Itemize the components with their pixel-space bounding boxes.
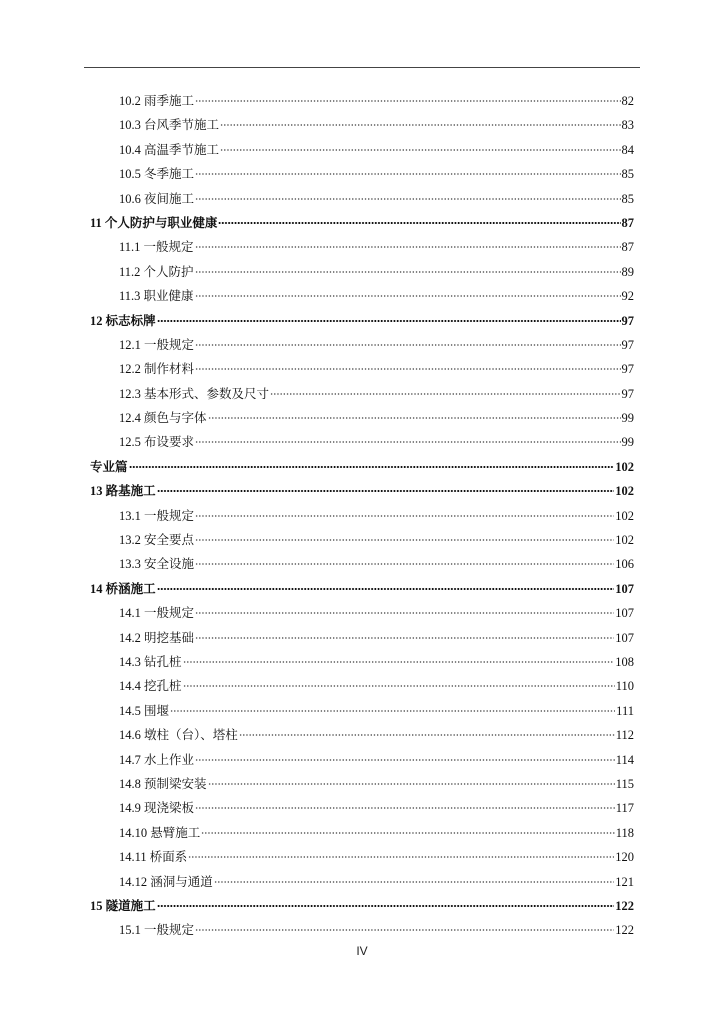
toc-entry-page: 110 [615,679,634,694]
dot-leader [183,685,615,687]
dot-leader [208,783,615,785]
toc-entry-title: 14.12 涵洞与通道 [119,874,213,889]
toc-chapter-entry[interactable] [90,309,634,333]
toc-entry-page: 99 [621,435,634,450]
toc-entry-title: 15.1 一般规定 [119,923,195,938]
toc-entry-title: 11 个人防护与职业健康 [90,215,218,230]
page-number: IV [356,944,368,958]
toc-entry-title: 14.1 一般规定 [119,606,195,621]
toc-entry-page: 102 [615,533,634,548]
dot-leader [195,246,621,248]
toc-entry-title: 11.3 职业健康 [119,289,194,304]
toc-entry-title: 10.3 台风季节施工 [119,118,220,133]
toc-entry-page: 102 [615,484,634,499]
dot-leader [220,149,620,151]
toc-entry-page: 82 [621,94,634,108]
toc-section-entry[interactable] [90,626,634,650]
toc-entry-title: 14.4 挖孔桩 [119,679,182,694]
toc-section-entry[interactable] [90,845,634,869]
toc-entry-title: 15 隧道施工 [90,898,156,913]
toc-entry-page: 106 [615,557,634,572]
toc-entry-page: 85 [621,191,634,206]
dot-leader [157,588,615,590]
toc-section-entry[interactable] [90,187,634,211]
toc-entry-title: 14.7 水上作业 [119,752,195,767]
toc-section-entry[interactable] [90,333,634,357]
toc-section-entry[interactable] [90,870,634,894]
dot-leader [188,856,614,858]
dot-leader [195,515,614,517]
toc-entry-title: 14 桥涵施工 [90,581,156,596]
toc-entry-title: 12.4 颜色与字体 [119,411,207,426]
toc-chapter-entry[interactable] [90,211,634,235]
toc-section-entry[interactable] [90,528,634,552]
dot-leader [157,905,615,907]
dot-leader [195,563,614,565]
toc-entry-title: 专业篇 [90,459,128,474]
dot-leader [195,539,614,541]
toc-entry-title: 14.10 悬臂施工 [119,825,201,840]
toc-chapter-entry[interactable] [90,455,634,479]
dot-leader [195,295,621,297]
toc-entry-title: 14.5 围堰 [119,703,170,718]
dot-leader [195,198,620,200]
toc-section-entry[interactable] [90,723,634,747]
toc-section-entry[interactable] [90,260,634,284]
toc-section-entry[interactable] [90,674,634,698]
toc-entry-title: 11.2 个人防护 [119,264,194,279]
toc-chapter-entry[interactable] [90,479,634,503]
toc-section-entry[interactable] [90,235,634,259]
toc-section-entry[interactable] [90,699,634,723]
toc-entry-title: 12.5 布设要求 [119,435,195,450]
toc-entry-title: 10.4 高温季节施工 [119,142,220,157]
toc-section-entry[interactable] [90,918,634,942]
toc-section-entry[interactable] [90,552,634,576]
dot-leader [195,368,620,370]
toc-entry-page: 92 [621,289,634,304]
dot-leader [129,466,615,468]
dot-leader [170,710,615,712]
toc-entry-title: 10.2 雨季施工 [119,94,195,108]
dot-leader [195,637,614,639]
dot-leader [195,173,620,175]
toc-entry-page: 102 [615,508,634,523]
toc-entry-page: 84 [621,142,634,157]
toc-entry-title: 14.9 现浇梁板 [119,801,195,816]
toc-entry-title: 13.3 安全设施 [119,557,195,572]
dot-leader [220,124,620,126]
toc-entry-page: 107 [615,581,634,596]
toc-section-entry[interactable] [90,284,634,308]
toc-section-entry[interactable] [90,821,634,845]
toc-entry-title: 11.1 一般规定 [119,240,194,255]
toc-entry-title: 14.2 明挖基础 [119,630,195,645]
dot-leader [218,222,620,224]
toc-entry-page: 97 [621,337,634,352]
toc-section-entry[interactable] [90,772,634,796]
toc-entry-title: 14.3 钻孔桩 [119,654,182,669]
toc-section-entry[interactable] [90,357,634,381]
toc-entry-page: 114 [615,752,634,767]
toc-entry-page: 107 [615,630,634,645]
dot-leader [195,441,620,443]
dot-leader [201,832,614,834]
toc-entry-title: 10.5 冬季施工 [119,167,195,182]
dot-leader [195,100,620,102]
toc-chapter-entry[interactable] [90,894,634,918]
toc-chapter-entry[interactable] [90,577,634,601]
toc-entry-page: 87 [621,240,634,255]
toc-section-entry[interactable] [90,601,634,625]
dot-leader [195,612,614,614]
toc-entry-page: 112 [615,728,634,743]
toc-entry-title: 13.2 安全要点 [119,533,195,548]
toc-entry-title: 12 标志标牌 [90,313,156,328]
toc-entry-title: 10.6 夜间施工 [119,191,195,206]
table-of-contents [90,89,634,943]
toc-entry-title: 12.3 基本形式、参数及尺寸 [119,386,270,401]
toc-entry-page: 89 [621,264,634,279]
toc-entry-page: 99 [621,411,634,426]
dot-leader [195,271,621,273]
dot-leader [157,320,621,322]
toc-entry-page: 118 [615,825,634,840]
toc-entry-title: 12.1 一般规定 [119,337,195,352]
header-rule [84,67,640,68]
toc-section-entry[interactable] [90,504,634,528]
toc-entry-page: 120 [615,850,634,865]
dot-leader [195,929,614,931]
toc-entry-page: 97 [621,386,634,401]
dot-leader [214,881,614,883]
toc-section-entry[interactable] [90,796,634,820]
toc-entry-title: 12.2 制作材料 [119,362,195,377]
toc-entry-title: 14.6 墩柱（台）、塔柱 [119,728,238,743]
dot-leader [195,807,615,809]
dot-leader [208,417,621,419]
toc-entry-page: 83 [621,118,634,133]
toc-entry-page: 122 [615,898,634,913]
toc-section-entry[interactable] [90,406,634,430]
toc-section-entry[interactable] [90,430,634,454]
toc-entry-page: 87 [621,215,634,230]
toc-entry-title: 14.8 预制梁安装 [119,776,207,791]
toc-entry-title: 13 路基施工 [90,484,156,499]
toc-entry-page: 107 [615,606,634,621]
toc-entry-page: 108 [615,654,634,669]
dot-leader [239,734,615,736]
toc-entry-page: 115 [615,776,634,791]
dot-leader [270,393,620,395]
toc-section-entry[interactable] [90,382,634,406]
toc-entry-page: 102 [615,459,634,474]
dot-leader [195,344,620,346]
toc-entry-page: 117 [615,801,634,816]
toc-entry-page: 121 [615,874,634,889]
toc-entry-page: 85 [621,167,634,182]
toc-entry-page: 97 [621,313,634,328]
toc-section-entry[interactable] [90,113,634,137]
toc-entry-page: 111 [616,703,634,718]
dot-leader [183,661,615,663]
toc-section-entry[interactable] [90,748,634,772]
toc-entry-page: 122 [615,923,634,938]
dot-leader [195,759,615,761]
toc-entry-page: 97 [621,362,634,377]
toc-section-entry[interactable] [90,162,634,186]
toc-section-entry[interactable] [90,89,634,113]
toc-section-entry[interactable] [90,138,634,162]
toc-entry-title: 13.1 一般规定 [119,508,195,523]
toc-entry-title: 14.11 桥面系 [119,850,188,865]
dot-leader [157,490,615,492]
toc-section-entry[interactable] [90,650,634,674]
